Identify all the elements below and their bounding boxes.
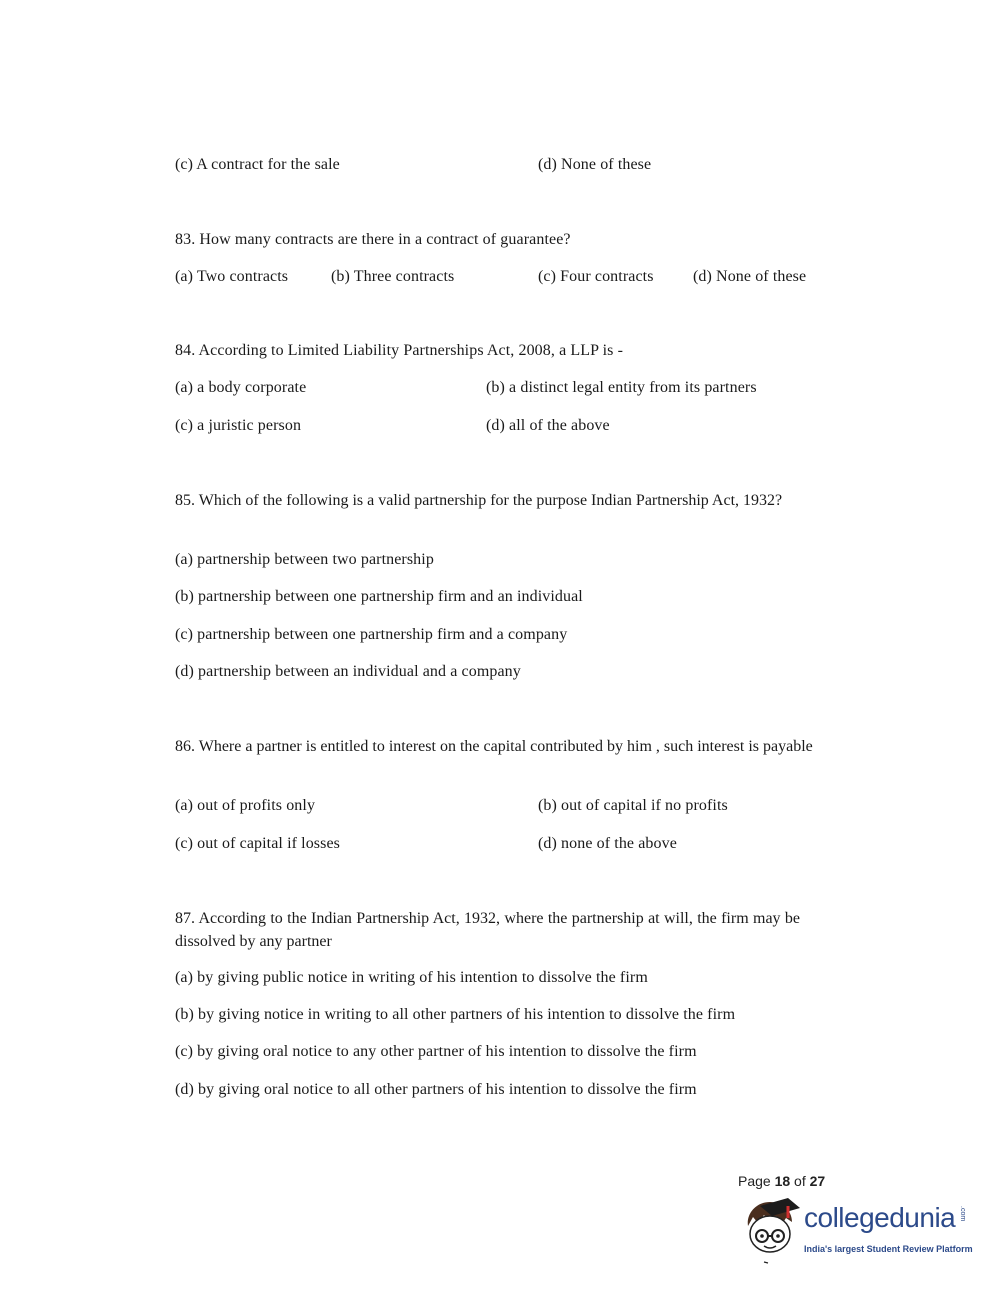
logo-tagline: India's largest Student Review Platform xyxy=(804,1244,973,1254)
q85-option-b: (b) partnership between one partnership firm and an individual xyxy=(175,588,583,605)
q85-option-c: (c) partnership between one partnership firm and a company xyxy=(175,626,568,643)
q84-option-c: (c) a juristic person xyxy=(175,417,302,434)
q83-option-b: (b) Three contracts xyxy=(331,268,455,285)
q86-option-c: (c) out of capital if losses xyxy=(175,835,340,852)
q83-option-a: (a) Two contracts xyxy=(175,268,289,285)
page-prefix: Page xyxy=(738,1173,775,1189)
q84-question: 84. According to Limited Liability Partnerships Act, 2008, a LLP is - xyxy=(175,342,624,359)
q86-option-a: (a) out of profits only xyxy=(175,797,316,814)
q84-option-a: (a) a body corporate xyxy=(175,379,307,396)
page-number xyxy=(738,1173,825,1189)
q85-option-a: (a) partnership between two partnership xyxy=(175,551,434,568)
q84-option-b: (b) a distinct legal entity from its partners xyxy=(486,379,757,396)
logo-com: .com xyxy=(959,1206,966,1222)
q83-question: 83. How many contracts are there in a contract of guarantee? xyxy=(175,231,571,248)
page-current: 18 xyxy=(774,1173,791,1189)
q82-option-c: (c) A contract for the sale xyxy=(175,156,340,173)
q83-option-d: (d) None of these xyxy=(693,268,807,285)
q87-option-d: (d) by giving oral notice to all other partners of his intention to dissolve the firm xyxy=(175,1081,697,1098)
page-total: 27 xyxy=(809,1173,826,1189)
q87-option-a: (a) by giving public notice in writing of his intention to dissolve the firm xyxy=(175,969,648,986)
collegedunia-logo xyxy=(742,1196,972,1266)
q84-option-d: (d) all of the above xyxy=(486,417,610,434)
q85-question: 85. Which of the following is a valid partnership for the purpose Indian Partnership Act, 1932? xyxy=(175,492,783,509)
q87-question: 87. According to the Indian Partnership Act, 1932, where the partnership at will, the firm may be dissolved by any partner xyxy=(175,910,800,950)
q85-option-d: (d) partnership between an individual and a company xyxy=(175,663,521,680)
q83-option-c: (c) Four contracts xyxy=(538,268,654,285)
q86-question: 86. Where a partner is entitled to interest on the capital contributed by him , such interest is payable xyxy=(175,738,813,755)
logo-wordmark: collegedunia xyxy=(804,1202,956,1233)
q86-option-b: (b) out of capital if no profits xyxy=(538,797,728,814)
q82-option-d: (d) None of these xyxy=(538,156,652,173)
mascot-icon xyxy=(742,1196,802,1266)
page-of: of xyxy=(790,1173,810,1189)
q87-option-b: (b) by giving notice in writing to all other partners of his intention to dissolve the firm xyxy=(175,1006,736,1023)
q86-option-d: (d) none of the above xyxy=(538,835,677,852)
q87-option-c: (c) by giving oral notice to any other partner of his intention to dissolve the firm xyxy=(175,1043,697,1060)
